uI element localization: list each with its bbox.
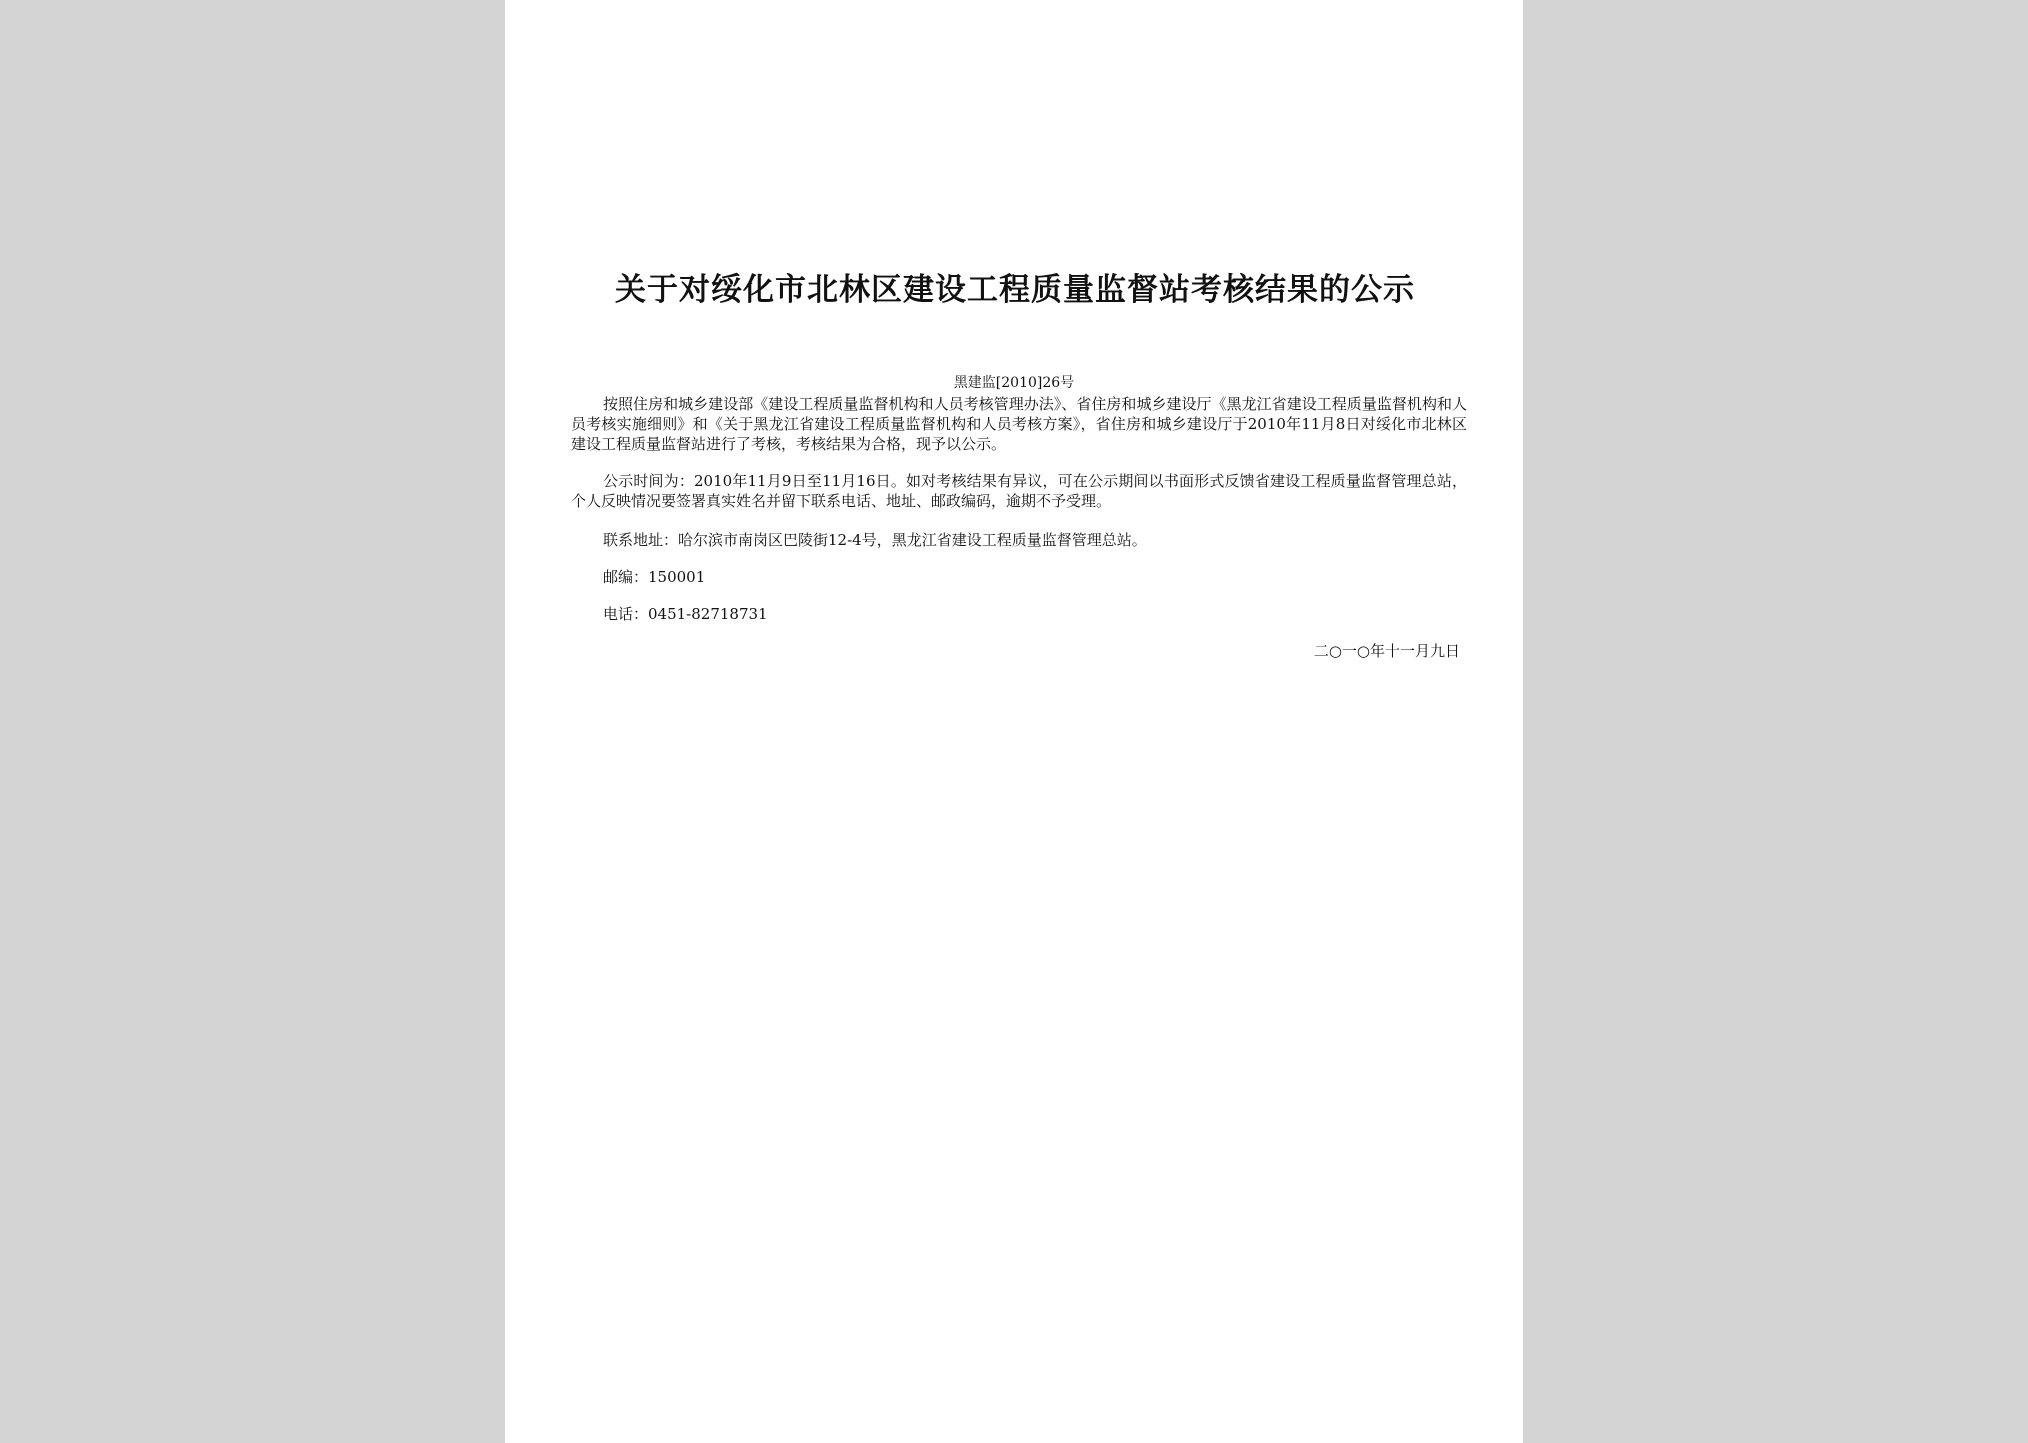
document-page [505, 0, 1523, 1443]
document-number: 黑建监[2010]26号 [953, 375, 1075, 391]
contact-address: 联系地址：哈尔滨市南岗区巴陵街12-4号，黑龙江省建设工程质量监督管理总站。 [603, 531, 1147, 549]
issue-date: 二○一○年十一月九日 [1313, 642, 1460, 660]
phone-number: 电话：0451-82718731 [603, 605, 768, 623]
paragraph-notice-period: 公示时间为：2010年11月9日至11月16日。如对考核结果有异议，可在公示期间以书面形式反馈省建设工程质量监督管理总站，个人反映情况要签署真实姓名并留下联系电话、地址、邮政编码，逾期不予受理。 [571, 472, 1467, 510]
paragraph-basis: 按照住房和城乡建设部《建设工程质量监督机构和人员考核管理办法》、省住房和城乡建设厅《黑龙江省建设工程质量监督机构和人员考核实施细则》和《关于黑龙江省建设工程质量监督机构和人员考核方案》，省住房和城乡建设厅于2010年11月8日对绥化市北林区建设工程质量监督站进行了考核，考核结果为合格，现予以公示。 [571, 395, 1467, 453]
document-title: 关于对绥化市北林区建设工程质量监督站考核结果的公示 [615, 272, 1415, 308]
postcode: 邮编：150001 [603, 568, 706, 586]
